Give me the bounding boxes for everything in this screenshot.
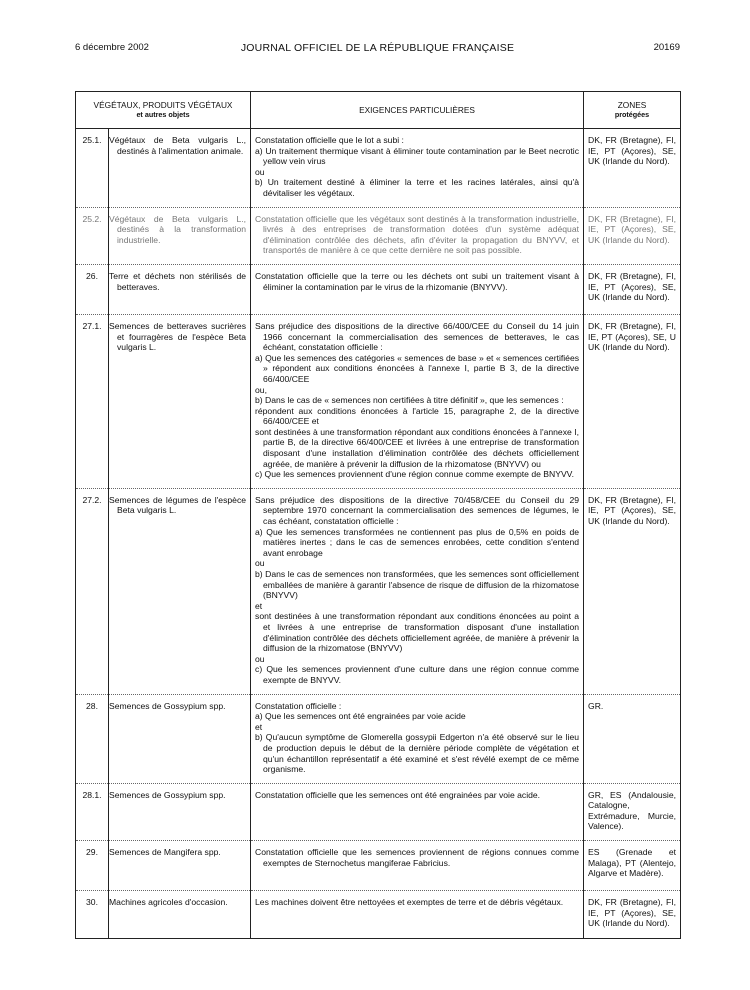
row-exigences [251, 488, 584, 694]
row-zones: DK, FR (Bretagne), FI, IE, PT (Açores), SE, UK (Irlande du Nord). [584, 891, 681, 939]
row-zones: DK, FR (Bretagne), FI, IE, PT (Açores), SE, UK (Irlande du Nord). [584, 207, 681, 264]
row-zones: ES (Grenade et Malaga), PT (Alentejo, Algarve et Madère). [584, 841, 681, 891]
row-number: 29. [76, 841, 109, 891]
page-header [75, 42, 680, 58]
exigence-paragraph: Constatation officielle que la terre ou les déchets ont subi un traitement visant à éliminer la contamination par le virus de la rhizomanie (BNYVV). [255, 270, 580, 292]
row-zones: GR, ES (Andalousie, Catalogne, Extrémadure, Murcie, Valence). [584, 783, 681, 840]
row-vegetaux: Machines agricoles d'occasion. [109, 891, 251, 939]
exigence-paragraph: b) Dans le cas de « semences non certifiées à titre définitif », que les semences : [255, 395, 564, 406]
exigence-paragraph: b) Dans le cas de semences non transformées, que les semences sont officiellement emballées de manière à garantir l'absence de risque de diffusion de la rhizomatose (BNYVV) [255, 569, 580, 601]
row-exigences [251, 314, 584, 488]
row-number: 25.2. [76, 207, 109, 264]
header-page-number: 20169 [653, 42, 680, 53]
exigence-paragraph: b) Qu'aucun symptôme de Glomerella gossypii Edgerton n'a été observé sur le lieu de production depuis le début de la dernière période complète de végétation et qu'un échantillon représentatif a été examiné et s'est révélé exempt de ce même organisme. [255, 732, 580, 775]
row-zones: DK, FR (Bretagne), FI, IE, PT (Açores), SE, UK (Irlande du Nord). [584, 129, 681, 208]
exigence-paragraph: Sans préjudice des dispositions de la directive 66/400/CEE du Conseil du 14 juin 1966 concernant la commercialisation des semences de betteraves, le cas échéant, constatation officielle : [255, 320, 580, 353]
table-row [76, 694, 681, 783]
exigence-paragraph: a) Que les semences transformées ne contiennent pas plus de 0,5% en poids de matières inertes ; dans le cas de semences enrobées, cette condition s'entend avant enrobage [255, 526, 580, 558]
column-header-exigences: EXIGENCES PARTICULIÈRES [251, 92, 584, 129]
row-zones: GR. [584, 694, 681, 783]
exigence-paragraph: a) Un traitement thermique visant à éliminer toute contamination par le Beet necrotic yellow vein virus [255, 145, 580, 167]
row-vegetaux: Semences de légumes de l'espèce Beta vulgaris L. [109, 488, 251, 694]
row-exigences [251, 841, 584, 891]
exigence-paragraph: sont destinées à une transformation répondant aux conditions énoncées au point a et livrées à une entreprise de transformation disposant d'une installation d'élimination contrôlée des déchets officiellement agréée, de manière à prévenir la diffusion de la rhizomatose (BNYVV) [255, 611, 580, 654]
exigence-paragraph: c) Que les semences proviennent d'une culture dans une région connue comme exempte de BNYVV. [255, 664, 580, 685]
row-number: 28.1. [76, 783, 109, 840]
table-row [76, 488, 681, 694]
exigence-paragraph: Constatation officielle que les végétaux sont destinés à la transformation industrielle, livrés à des entreprises de transformation dotées d'un système adéquat d'élimination contrôlée des déchets, afin d'éviter la propagation du BNYVV, et transportés de manière à ce que cette dernière ne soit pas possible. [255, 213, 580, 256]
exigence-paragraph: Sans préjudice des dispositions de la directive 70/458/CEE du Conseil du 29 septembre 1970 concernant la commercialisation des semences de légumes, le cas échéant, constatation officielle : [255, 494, 580, 527]
column-header-zones: ZONES protégées [584, 92, 681, 129]
exigence-paragraph: sont destinées à une transformation répondant aux conditions énoncées à l'annexe I, partie B, de la directive 66/400/CEE et livrées à une entreprise de transformation disposant d'une installation d'élimination contrôlée des déchets officiellement agréée, de manière à prévenir la diffusion de la rhizomatose (BNYVV) ou [255, 426, 580, 469]
row-number: 26. [76, 264, 109, 314]
row-number: 27.2. [76, 488, 109, 694]
row-number: 30. [76, 891, 109, 939]
table-row [76, 314, 681, 488]
exigence-paragraph: ou [255, 166, 265, 177]
exigence-paragraph: a) Que les semences ont été engrainées par voie acide [255, 711, 466, 722]
row-vegetaux: Semences de Gossypium spp. [109, 694, 251, 783]
row-vegetaux: Terre et déchets non stérilisés de betteraves. [109, 264, 251, 314]
table-row [76, 264, 681, 314]
exigence-paragraph: Les machines doivent être nettoyées et exemptes de terre et de débris végétaux. [255, 897, 564, 908]
row-zones: DK, FR (Bretagne), FI, IE, PT (Açores), SE, UK (Irlande du Nord). [584, 488, 681, 694]
row-number: 28. [76, 694, 109, 783]
exigence-paragraph: a) Que les semences des catégories « semences de base » et « semences certifiées » répondent aux conditions énoncées à l'annexe I, partie B 3, de la directive 66/400/CEE [255, 352, 580, 384]
row-vegetaux: Semences de Mangifera spp. [109, 841, 251, 891]
exigence-paragraph: ou, [255, 384, 267, 395]
row-vegetaux: Végétaux de Beta vulgaris L., destinés à la transformation industrielle. [109, 207, 251, 264]
exigence-paragraph: et [255, 600, 263, 611]
table-row [76, 891, 681, 939]
exigence-paragraph: ou [255, 558, 265, 569]
row-zones: DK, FR (Bretagne), FI, IE, PT (Açores), SE, U UK (Irlande du Nord). [584, 314, 681, 488]
exigence-paragraph: Constatation officielle que les semences proviennent de régions connues comme exemptes de Sternochetus mangiferae Fabricius. [255, 847, 580, 868]
row-exigences [251, 129, 584, 208]
table-header-row [76, 92, 681, 129]
table-row [76, 207, 681, 264]
row-zones: DK, FR (Bretagne), FI, IE, PT (Açores), SE, UK (Irlande du Nord). [584, 264, 681, 314]
row-exigences [251, 264, 584, 314]
row-exigences [251, 694, 584, 783]
header-journal-title: JOURNAL OFFICIEL DE LA RÉPUBLIQUE FRANÇAISE [240, 42, 515, 54]
exigence-paragraph: Constatation officielle que le lot a subi : [255, 135, 404, 145]
column-header-vegetaux: VÉGÉTAUX, PRODUITS VÉGÉTAUX et autres objets [76, 92, 251, 129]
row-vegetaux: Semences de Gossypium spp. [109, 783, 251, 840]
row-exigences [251, 207, 584, 264]
exigence-paragraph: répondent aux conditions énoncées à l'article 15, paragraphe 2, de la directive 66/400/CEE et [255, 405, 580, 427]
exigence-paragraph: b) Un traitement destiné à éliminer la terre et les racines latérales, ainsi qu'à dévitaliser les végétaux. [255, 177, 580, 198]
row-exigences [251, 783, 584, 840]
row-vegetaux: Végétaux de Beta vulgaris L., destinés à l'alimentation animale. [109, 129, 251, 208]
exigence-paragraph: Constatation officielle que les semences ont été engrainées par voie acide. [255, 789, 541, 800]
exigence-paragraph: c) Que les semences proviennent d'une région connue comme exempte de BNYVV. [255, 469, 575, 480]
row-vegetaux: Semences de betteraves sucrières et fourragères de l'espèce Beta vulgaris L. [109, 314, 251, 488]
table-row [76, 783, 681, 840]
exigence-paragraph: et [255, 721, 263, 732]
row-number: 25.1. [76, 129, 109, 208]
table-row [76, 841, 681, 891]
requirements-table [75, 91, 681, 939]
row-exigences [251, 891, 584, 939]
exigence-paragraph: ou [255, 653, 265, 664]
header-date: 6 décembre 2002 [75, 42, 149, 53]
row-number: 27.1. [76, 314, 109, 488]
table-row [76, 129, 681, 208]
exigence-paragraph: Constatation officielle : [255, 700, 342, 711]
